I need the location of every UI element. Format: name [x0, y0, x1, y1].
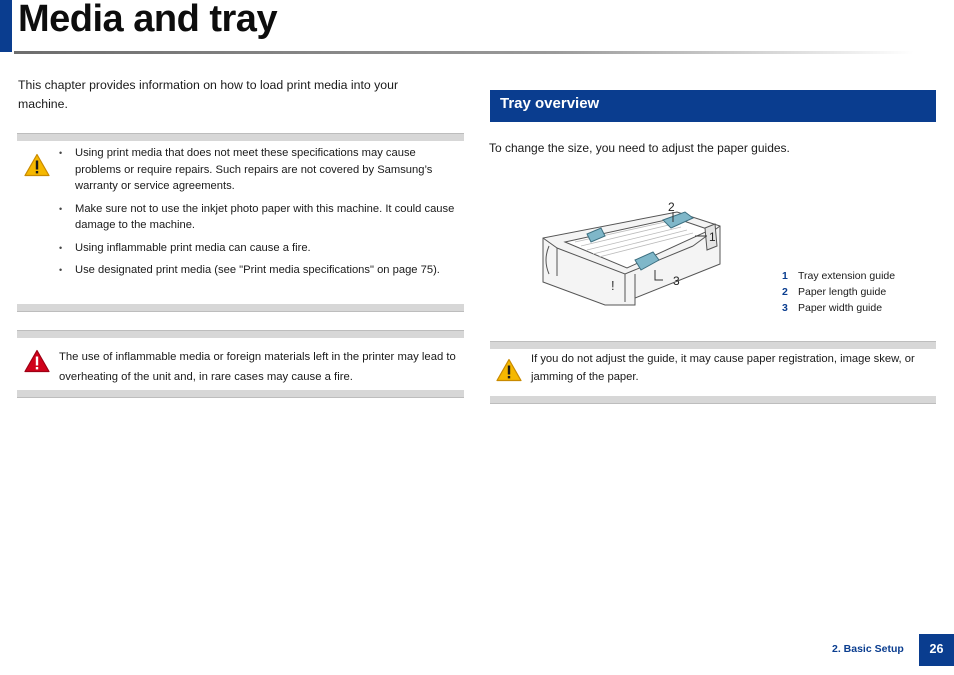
legend-label: Tray extension guide	[798, 270, 896, 282]
legend-item	[782, 284, 895, 300]
legend-label: Paper length guide	[798, 286, 887, 298]
footer-chapter-link[interactable]: 2. Basic Setup	[832, 643, 904, 655]
caution-box-2-top-band	[490, 341, 936, 349]
warning-box-top-band	[17, 330, 464, 338]
caution-box-2	[490, 341, 936, 404]
callout-3: 3	[673, 274, 680, 288]
intro-paragraph: This chapter provides information on how to load print media into your machine.	[18, 78, 399, 111]
section-paragraph: To change the size, you need to adjust the paper guides.	[489, 141, 790, 155]
title-accent-bar	[0, 0, 12, 52]
warning-box-bottom-band	[17, 390, 464, 398]
callout-1: 1	[709, 230, 716, 244]
caution-box-2-bottom-band	[490, 396, 936, 404]
tray-illustration	[535, 190, 730, 313]
warning-triangle-icon	[24, 349, 52, 375]
caution-box-bottom-band	[17, 304, 464, 312]
svg-text:!: !	[611, 278, 615, 293]
legend-number: 1	[782, 270, 788, 282]
section-heading-bar	[490, 90, 936, 122]
title-divider	[14, 51, 914, 54]
warning-text: The use of inflammable media or foreign materials left in the printer may lead to overheating of the unit and, in rare cases may cause a fire.	[59, 351, 456, 383]
callout-2: 2	[668, 200, 675, 214]
page-number: 26	[919, 634, 954, 666]
caution-item: • Use designated print media (see "Print media specifications" on page 75).	[59, 262, 464, 279]
caution-list	[59, 145, 464, 285]
legend-item	[782, 268, 895, 284]
legend-label: Paper width guide	[798, 302, 883, 314]
caution-2-text: If you do not adjust the guide, it may cause paper registration, image skew, or jamming of the paper.	[531, 353, 915, 383]
page-title: Media and tray	[18, 0, 278, 40]
caution-triangle-icon	[24, 153, 52, 179]
figure-legend	[782, 268, 895, 316]
tray-drawing	[535, 190, 730, 308]
caution-triangle-icon	[496, 358, 524, 384]
caution-item: • Using inflammable print media can cause a fire.	[59, 240, 464, 257]
legend-number: 3	[782, 302, 788, 314]
caution-item: • Make sure not to use the inkjet photo paper with this machine. It could cause damage to the machine.	[59, 201, 464, 234]
caution-box	[17, 133, 464, 312]
legend-number: 2	[782, 286, 788, 298]
caution-item: • Using print media that does not meet these specifications may cause problems or require repairs. Such repairs are not covered by Samsung’s warranty or service agreements.	[59, 145, 464, 195]
caution-box-top-band	[17, 133, 464, 141]
warning-box	[17, 330, 464, 398]
section-title: Tray overview	[500, 95, 600, 112]
legend-item	[782, 300, 895, 316]
